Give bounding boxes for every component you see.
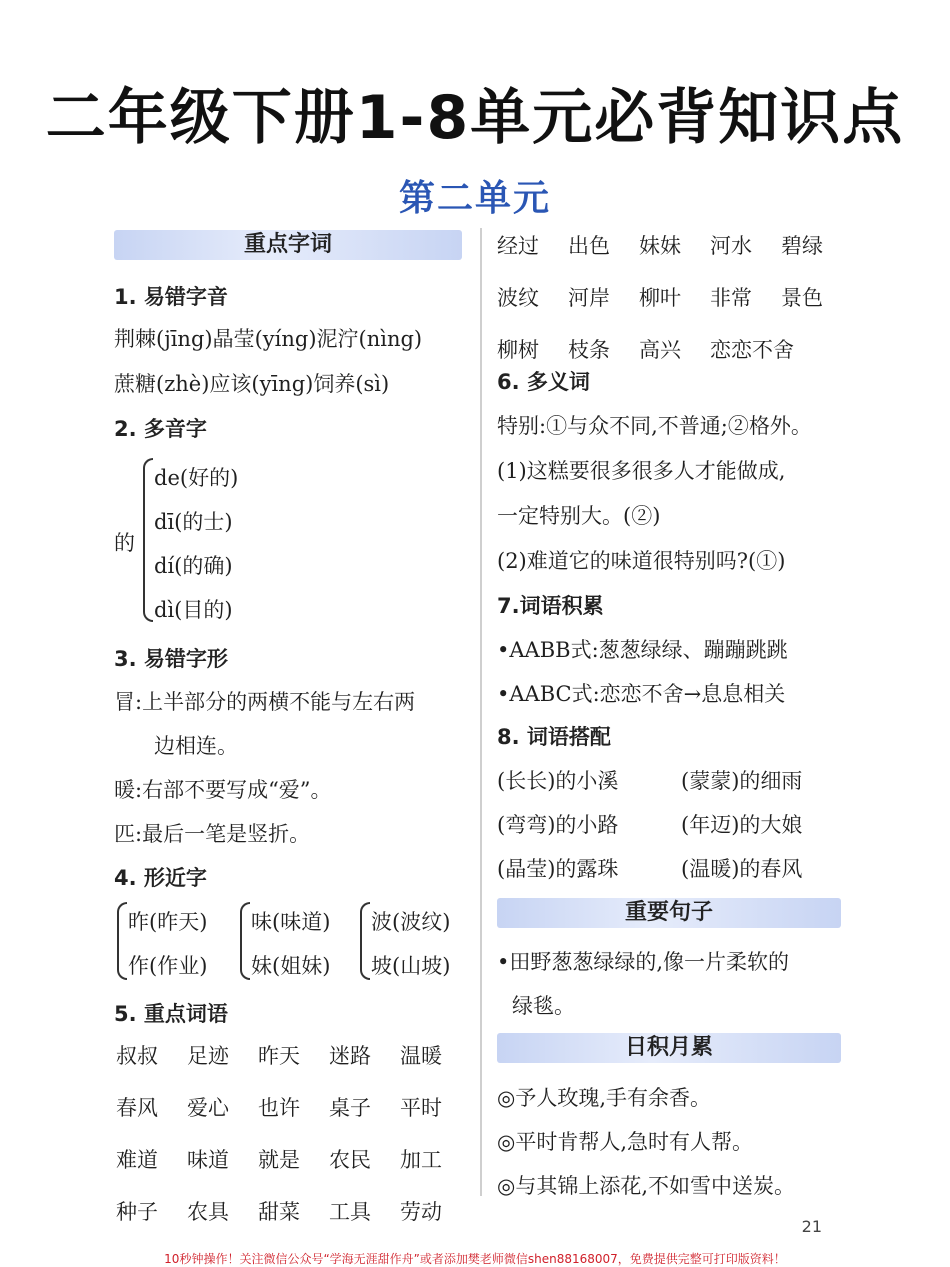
word-item: 恋恋不舍 xyxy=(710,338,794,362)
word-item: 迷路 xyxy=(329,1044,371,1068)
section-title-glyph-errors: 3. 易错字形 xyxy=(114,647,228,671)
similar-char: 妹(姐妹) xyxy=(251,954,331,978)
page-number: 21 xyxy=(801,1217,822,1236)
word-item: 河水 xyxy=(710,234,752,258)
section-title-word-accumulation: 7.词语积累 xyxy=(497,594,604,618)
word-item: 经过 xyxy=(497,234,539,258)
brace-icon xyxy=(143,458,153,622)
glyph-note: 匹:最后一笔是竖折。 xyxy=(114,822,311,846)
word-item: 高兴 xyxy=(639,338,681,362)
word-item: 味道 xyxy=(187,1148,229,1172)
word-item: 农具 xyxy=(187,1200,229,1224)
word-item: 甜菜 xyxy=(258,1200,300,1224)
word-item: 种子 xyxy=(116,1200,158,1224)
glyph-note: 冒:上半部分的两横不能与左右两 xyxy=(114,690,416,714)
section-band-key-sentences-label: 重要句子 xyxy=(624,900,713,925)
collocation-item: (蒙蒙)的细雨 xyxy=(681,769,803,793)
word-item: 爱心 xyxy=(187,1096,229,1120)
word-item: 加工 xyxy=(400,1148,442,1172)
collocation-item: (晶莹)的露珠 xyxy=(497,857,619,881)
pronunciation-line xyxy=(114,323,422,353)
polyphonic-char: 的 xyxy=(114,531,135,555)
key-sentence-line: 绿毯。 xyxy=(512,994,575,1018)
column-divider xyxy=(480,228,482,1196)
footer-notice: 10秒钟操作！关注微信公众号“学海无涯甜作舟”或者添加樊老师微信shen88168007，免费提供完整可打印版资料！ xyxy=(164,1252,786,1266)
section-title-similar-chars: 4. 形近字 xyxy=(114,866,207,890)
similar-char: 味(味道) xyxy=(251,910,331,934)
proverb-line: ◎予人玫瑰,手有余香。 xyxy=(497,1086,711,1110)
word-item: 春风 xyxy=(116,1096,158,1120)
word-item: 柳树 xyxy=(497,338,539,362)
pronunciation-line xyxy=(114,368,389,398)
word-item: 昨天 xyxy=(258,1044,300,1068)
polyphonic-item: dì(目的) xyxy=(154,598,233,622)
section-title-polysemy: 6. 多义词 xyxy=(497,370,590,394)
polysemy-line: 特别:①与众不同,不普通;②格外。 xyxy=(497,414,812,438)
section-band-key-words-label: 重点字词 xyxy=(243,232,332,257)
section-title-pronunciation: 1. 易错字音 xyxy=(114,285,228,309)
word-item: 也许 xyxy=(258,1096,300,1120)
word-item: 劳动 xyxy=(400,1200,442,1224)
section-band-key-words xyxy=(114,230,462,260)
collocation-item: (温暖)的春风 xyxy=(681,857,803,881)
key-sentence-line: •田野葱葱绿绿的,像一片柔软的 xyxy=(497,950,790,974)
pronunciation-line-text: 荆棘(jīng)晶莹(yíng)泥泞(nìng) xyxy=(114,327,423,351)
collocation-item: (年迈)的大娘 xyxy=(681,813,803,837)
similar-char: 作(作业) xyxy=(128,954,208,978)
word-item: 桌子 xyxy=(329,1096,371,1120)
glyph-note: 暖:右部不要写成“爱”。 xyxy=(114,778,332,802)
key-words-grid xyxy=(116,1040,471,1226)
word-item: 就是 xyxy=(258,1148,300,1172)
word-item: 非常 xyxy=(710,286,752,310)
similar-char: 坡(山坡) xyxy=(371,954,451,978)
brace-icon xyxy=(240,902,250,980)
word-item: 出色 xyxy=(568,234,610,258)
word-item: 柳叶 xyxy=(639,286,681,310)
accumulation-line: •AABB式:葱葱绿绿、蹦蹦跳跳 xyxy=(497,638,788,662)
section-title-key-words: 5. 重点词语 xyxy=(114,1002,228,1026)
section-band-daily-accumulation xyxy=(497,1033,841,1063)
polysemy-line: (1)这糕要很多很多人才能做成, xyxy=(497,459,786,483)
brace-icon xyxy=(360,902,370,980)
key-words-grid-continued xyxy=(497,230,852,364)
polyphonic-item: dí(的确) xyxy=(154,554,233,578)
section-band-key-sentences xyxy=(497,898,841,928)
glyph-note: 边相连。 xyxy=(154,734,238,758)
similar-char: 波(波纹) xyxy=(371,910,451,934)
word-item: 景色 xyxy=(781,286,823,310)
proverb-line: ◎平时肯帮人,急时有人帮。 xyxy=(497,1130,753,1154)
word-item: 平时 xyxy=(400,1096,442,1120)
pronunciation-line-text: 蔗糖(zhè)应该(yīng)饲养(sì) xyxy=(114,372,390,396)
brace-icon xyxy=(117,902,127,980)
polysemy-line: (2)难道它的味道很特别吗?(①) xyxy=(497,549,786,573)
word-item: 妹妹 xyxy=(639,234,681,258)
collocation-item: (弯弯)的小路 xyxy=(497,813,619,837)
word-item: 枝条 xyxy=(568,338,610,362)
proverb-line: ◎与其锦上添花,不如雪中送炭。 xyxy=(497,1174,795,1198)
word-item: 河岸 xyxy=(568,286,610,310)
word-item: 温暖 xyxy=(400,1044,442,1068)
section-title-collocation: 8. 词语搭配 xyxy=(497,725,611,749)
collocation-item: (长长)的小溪 xyxy=(497,769,619,793)
word-item: 叔叔 xyxy=(116,1044,158,1068)
word-item: 工具 xyxy=(329,1200,371,1224)
polyphonic-item: dī(的士) xyxy=(154,510,233,534)
polysemy-line: 一定特别大。(②) xyxy=(497,504,661,528)
page-title: 二年级下册1-8单元必背知识点 xyxy=(45,83,905,153)
unit-title: 第二单元 xyxy=(398,178,551,219)
accumulation-line: •AABC式:恋恋不舍→息息相关 xyxy=(497,682,786,706)
similar-char: 昨(昨天) xyxy=(128,910,208,934)
word-item: 波纹 xyxy=(497,286,539,310)
section-title-polyphonic: 2. 多音字 xyxy=(114,417,207,441)
word-item: 难道 xyxy=(116,1148,158,1172)
word-item: 碧绿 xyxy=(781,234,823,258)
word-item: 农民 xyxy=(329,1148,371,1172)
polyphonic-item: de(好的) xyxy=(154,466,239,490)
word-item: 足迹 xyxy=(187,1044,229,1068)
section-band-daily-accumulation-label: 日积月累 xyxy=(624,1035,713,1060)
